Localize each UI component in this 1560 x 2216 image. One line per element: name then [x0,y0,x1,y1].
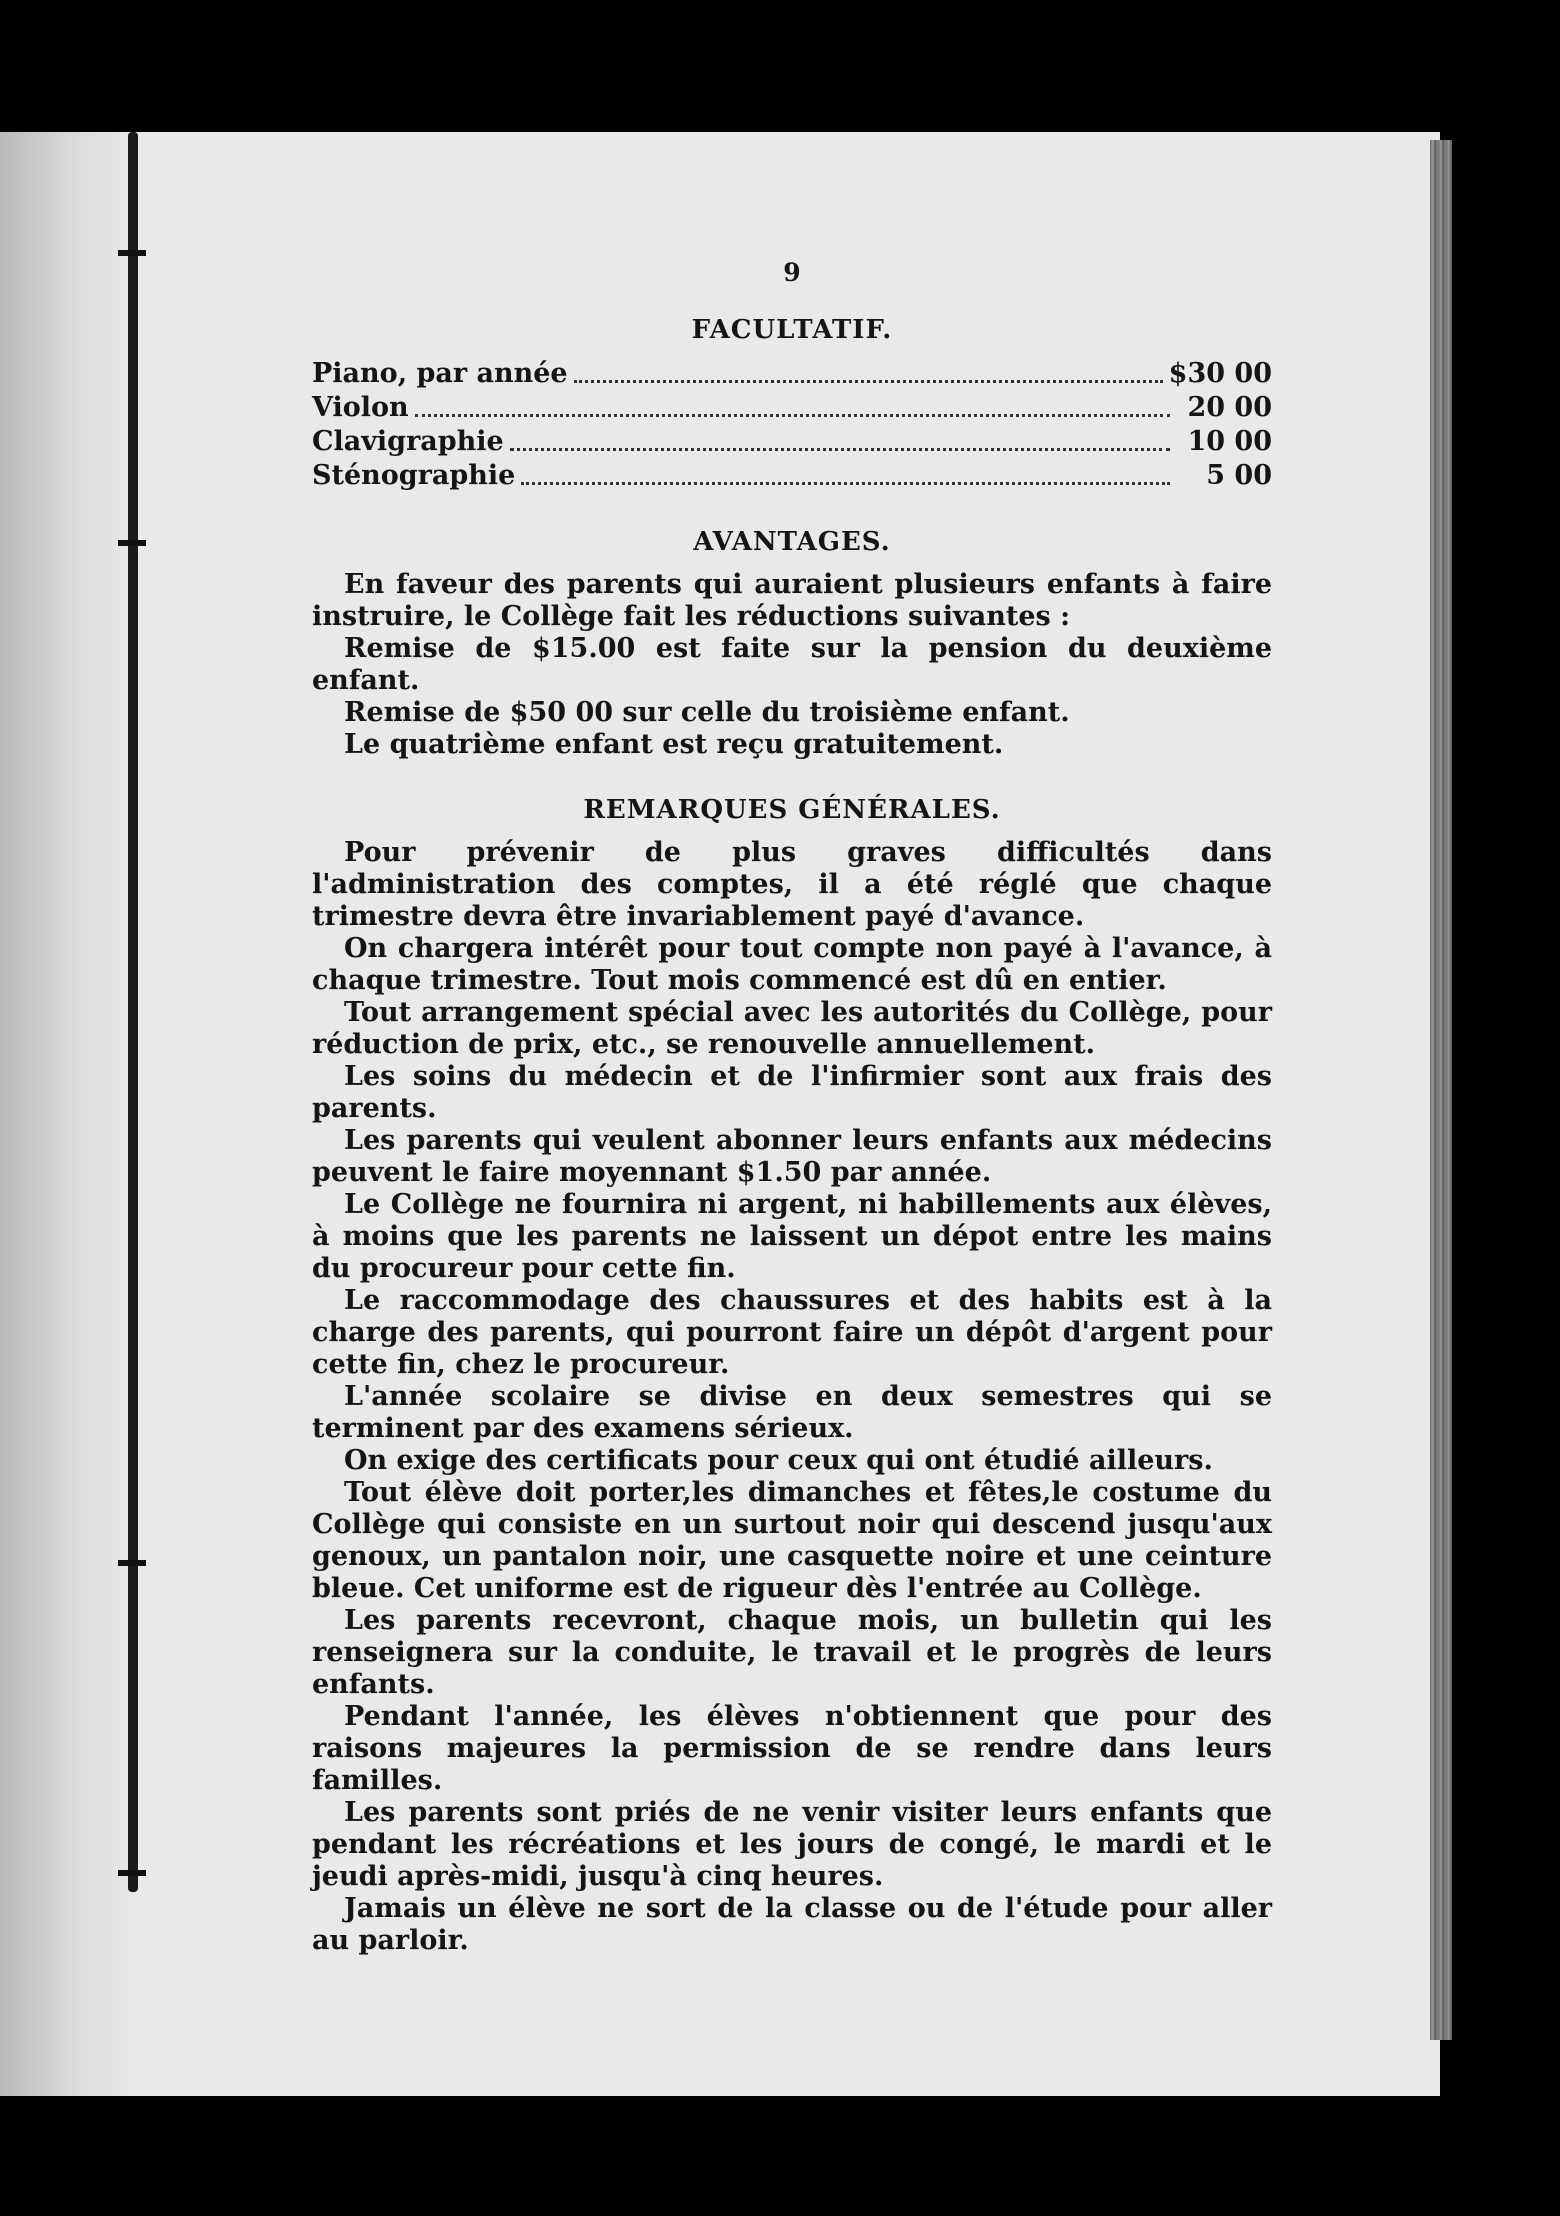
fee-amount: $30 00 [1168,358,1272,389]
section-title-avantages: AVANTAGES. [693,527,891,557]
page-gutter-shadow [0,132,138,2096]
page-content [312,258,1272,1957]
paragraph: Les parents sont priés de ne venir visiter leurs enfants que pendant les récréations et les jours de congé, le mardi et le jeudi après-midi, jusqu'à cinq heures. [312,1797,1272,1892]
remarques-body [312,837,1272,1957]
fee-row [312,425,1272,459]
paragraph: Le raccommodage des chaussures et des habits est à la charge des parents, qui pourront faire un dépôt d'argent pour cette fin, chez le procureur. [312,1285,1272,1380]
paragraph: Le Collège ne fournira ni argent, ni habillements aux élèves, à moins que les parents ne laissent un dépot entre les mains du procureur pour cette fin. [312,1189,1272,1284]
paragraph: Remise de $15.00 est faite sur la pension du deuxième enfant. [312,633,1272,696]
paragraph: Jamais un élève ne sort de la classe ou de l'étude pour aller au parloir. [312,1893,1272,1956]
fee-amount: 5 00 [1206,460,1272,491]
fee-amount: 20 00 [1187,392,1272,423]
binding-thread [128,132,138,1892]
leader-dots [415,414,1170,417]
paragraph: On exige des certificats pour ceux qui ont étudié ailleurs. [344,1445,1213,1476]
fee-row [312,357,1272,391]
paragraph: Les parents recevront, chaque mois, un bulletin qui les renseignera sur la conduite, le travail et le progrès de leurs enfants. [312,1605,1272,1700]
paragraph: Tout arrangement spécial avec les autorités du Collège, pour réduction de prix, etc., se renouvelle annuellement. [312,997,1272,1060]
binding-stitch [118,1560,146,1566]
leader-dots [510,448,1170,451]
section-title-remarques: REMARQUES GÉNÉRALES. [583,795,1001,825]
leader-dots [574,380,1163,383]
paragraph: Le quatrième enfant est reçu gratuitement. [344,729,1004,760]
section-title-facultatif: FACULTATIF. [691,315,893,345]
paragraph: L'année scolaire se divise en deux semestres qui se terminent par des examens sérieux. [312,1381,1272,1444]
paragraph: Les parents qui veulent abonner leurs enfants aux médecins peuvent le faire moyennant $1.50 par année. [312,1125,1272,1188]
page-number: 9 [783,258,801,287]
paragraph: En faveur des parents qui auraient plusieurs enfants à faire instruire, le Collège fait les réductions suivantes : [312,569,1272,632]
fee-row [312,391,1272,425]
paragraph: Les soins du médecin et de l'infirmier sont aux frais des parents. [312,1061,1272,1124]
fee-label: Violon [312,392,409,423]
paragraph: On chargera intérêt pour tout compte non payé à l'avance, à chaque trimestre. Tout mois commencé est dû en entier. [312,933,1272,996]
paragraph: Tout élève doit porter,les dimanches et fêtes,le costume du Collège qui consiste en un surtout noir qui descend jusqu'aux genoux, un pantalon noir, une casquette noire et une ceinture bleue. Cet uniforme est de rigueur dès l'entrée au Collège. [312,1477,1272,1604]
paragraph: Pendant l'année, les élèves n'obtiennent que pour des raisons majeures la permission de se rendre dans leurs familles. [312,1701,1272,1796]
fee-label: Piano, par année [312,358,568,389]
binding-stitch [118,540,146,546]
leader-dots [521,482,1170,485]
binding-stitch [118,250,146,256]
fee-amount: 10 00 [1187,426,1272,457]
fee-label: Sténographie [312,460,516,491]
fee-list [312,357,1272,493]
paragraph: Pour prévenir de plus graves difficultés dans l'administration des comptes, il a été réglé que chaque trimestre devra être invariablement payé d'avance. [312,837,1272,932]
fee-label: Clavigraphie [312,426,504,457]
avantages-body [312,569,1272,761]
paragraph: Remise de $50 00 sur celle du troisième enfant. [344,697,1070,728]
fee-row [312,459,1272,493]
page-edge [1430,140,1452,2040]
binding-stitch [118,1870,146,1876]
